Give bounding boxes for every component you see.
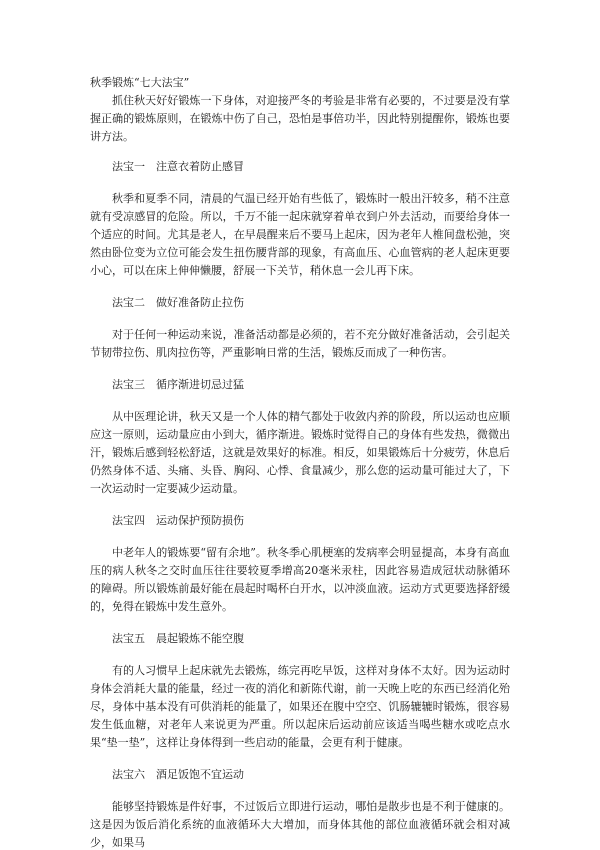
document-content [90, 74, 510, 850]
section-2-body: 对于任何一种运动来说，准备活动都是必须的，若不充分做好准备活动，会引起关节韧带拉伤、肌肉拉伤等，严重影响日常的生活，锻炼反而成了一种伤害。 [90, 328, 510, 359]
section-3-body: 从中医理论讲，秋天又是一个人体的精气都处于收敛内养的阶段，所以运动也应顺应这一原则，运动量应由小到大，循序渐进。锻炼时觉得自己的身体有些发热，微微出汗，锻炼后感到轻松舒适，这就是效果好的标准。相反，如果锻炼后十分疲劳，休息后仍然身体不适、头痛、头昏、胸闷、心悸、食量减少，那么您的运动量可能过大了，下一次运动时一定要减少运动量。 [90, 410, 510, 495]
intro-paragraph: 抓住秋天好好锻炼一下身体，对迎接严冬的考验是非常有必要的，不过要是没有掌握正确的锻炼原则，在锻炼中伤了自己，恐怕是事倍功半，因此特别提醒你，锻炼也要讲方法。 [90, 94, 510, 143]
section-1-body: 秋季和夏季不同，清晨的气温已经开始有些低了，锻炼时一般出汗较多，稍不注意就有受凉感冒的危险。所以，千万不能一起床就穿着单衣到户外去活动，而要给身体一个适应的时间。尤其是老人，在早晨醒来后不要马上起床，因为老年人椎间盘松弛，突然由卧位变为立位可能会发生扭伤腰背部的现象，有高血压、心血管病的老人起床更要小心，可以在床上伸伸懒腰，舒展一下关节，稍休息一会儿再下床。 [90, 192, 510, 277]
section-4-heading: 法宝四 运动保护预防损伤 [112, 514, 244, 527]
section-1-heading: 法宝一 注意衣着防止感冒 [112, 160, 244, 173]
section-5-heading: 法宝五 晨起锻炼不能空腹 [112, 632, 244, 645]
section-5-body: 有的人习惯早上起床就先去锻炼，练完再吃早饭，这样对身体不太好。因为运动时身体会消耗大量的能量，经过一夜的消化和新陈代谢，前一天晚上吃的东西已经消化殆尽，身体中基本没有可供消耗的能量了，如果还在腹中空空、饥肠辘辘时锻炼，很容易发生低血糖，对老年人来说更为严重。所以起床后运动前应该适当喝些糖水或吃点水果“垫一垫”，这样让身体得到一些启动的能量，会更有利于健康。 [90, 664, 510, 749]
section-4-body: 中老年人的锻炼要“留有余地”。秋冬季心肌梗塞的发病率会明显提高，本身有高血压的病人秋冬之交时血压往往要较夏季增高20毫米汞柱，因此容易造成冠状动脉循环的障碍。所以锻炼前最好能在晨起时喝杯白开水，以冲淡血液。运动方式更要选择舒缓的，免得在锻炼中发生意外。 [90, 546, 510, 613]
section-3-heading: 法宝三 循序渐进切忌过猛 [112, 378, 244, 391]
section-6-body: 能够坚持锻炼是件好事，不过饭后立即进行运动，哪怕是散步也是不利于健康的。这是因为饭后消化系统的血液循环大大增加，而身体其他的部位血液循环就会相对减少，如果马 [90, 800, 510, 849]
section-2-heading: 法宝二 做好准备防止拉伤 [112, 296, 244, 309]
section-6-heading: 法宝六 酒足饭饱不宜运动 [112, 768, 244, 781]
document-title: 秋季锻炼“七大法宝” [90, 76, 190, 89]
